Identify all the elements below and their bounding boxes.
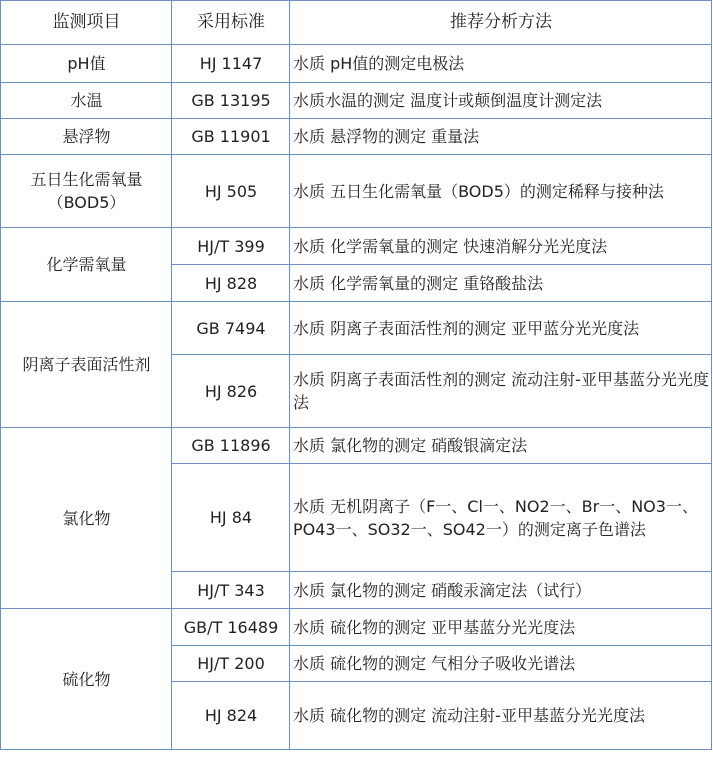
method-cell: 水质 硫化物的测定 气相分子吸收光谱法 [290,646,712,682]
standard-cell: GB 13195 [172,83,290,119]
method-cell: 水质 阴离子表面活性剂的测定 亚甲蓝分光光度法 [290,302,712,355]
standard-cell: HJ 826 [172,355,290,428]
standard-cell: GB 11896 [172,428,290,464]
item-cell: 五日生化需氧量（BOD5） [1,155,172,228]
standard-cell: GB 7494 [172,302,290,355]
table-row [1,302,712,355]
table-row [1,228,712,265]
standard-cell: GB/T 16489 [172,609,290,646]
standard-cell: HJ 828 [172,265,290,302]
method-cell: 水质 pH值的测定电极法 [290,45,712,83]
method-cell: 水质 氯化物的测定 硝酸银滴定法 [290,428,712,464]
item-cell: 化学需氧量 [1,228,172,302]
standard-cell: HJ/T 343 [172,572,290,609]
item-cell: 硫化物 [1,609,172,750]
standard-cell: HJ 505 [172,155,290,228]
item-cell: 阴离子表面活性剂 [1,302,172,428]
item-cell: 水温 [1,83,172,119]
standard-cell: GB 11901 [172,119,290,155]
table-row [1,609,712,646]
standard-cell: HJ 824 [172,682,290,750]
table-header-row [1,1,712,45]
method-cell: 水质 硫化物的测定 亚甲基蓝分光光度法 [290,609,712,646]
table-row [1,428,712,464]
item-cell: pH值 [1,45,172,83]
standard-cell: HJ/T 399 [172,228,290,265]
method-cell: 水质 化学需氧量的测定 重铬酸盐法 [290,265,712,302]
column-header-item: 监测项目 [1,1,172,45]
method-cell: 水质 阴离子表面活性剂的测定 流动注射-亚甲基蓝分光光度法 [290,355,712,428]
column-header-method: 推荐分析方法 [290,1,712,45]
method-cell: 水质 氯化物的测定 硝酸汞滴定法（试行） [290,572,712,609]
method-cell: 水质 五日生化需氧量（BOD5）的测定稀释与接种法 [290,155,712,228]
table-row [1,83,712,119]
method-cell: 水质 无机阴离子（F一、Cl一、NO2一、Br一、NO3一、PO43一、SO32一、SO42一）的测定离子色谱法 [290,464,712,572]
method-cell: 水质 硫化物的测定 流动注射-亚甲基蓝分光光度法 [290,682,712,750]
table-row [1,119,712,155]
table-row [1,155,712,228]
method-cell: 水质水温的测定 温度计或颠倒温度计测定法 [290,83,712,119]
item-cell: 氯化物 [1,428,172,609]
table-row [1,45,712,83]
standard-cell: HJ 84 [172,464,290,572]
item-cell: 悬浮物 [1,119,172,155]
standard-cell: HJ/T 200 [172,646,290,682]
column-header-standard: 采用标准 [172,1,290,45]
method-cell: 水质 悬浮物的测定 重量法 [290,119,712,155]
standard-cell: HJ 1147 [172,45,290,83]
method-cell: 水质 化学需氧量的测定 快速消解分光光度法 [290,228,712,265]
